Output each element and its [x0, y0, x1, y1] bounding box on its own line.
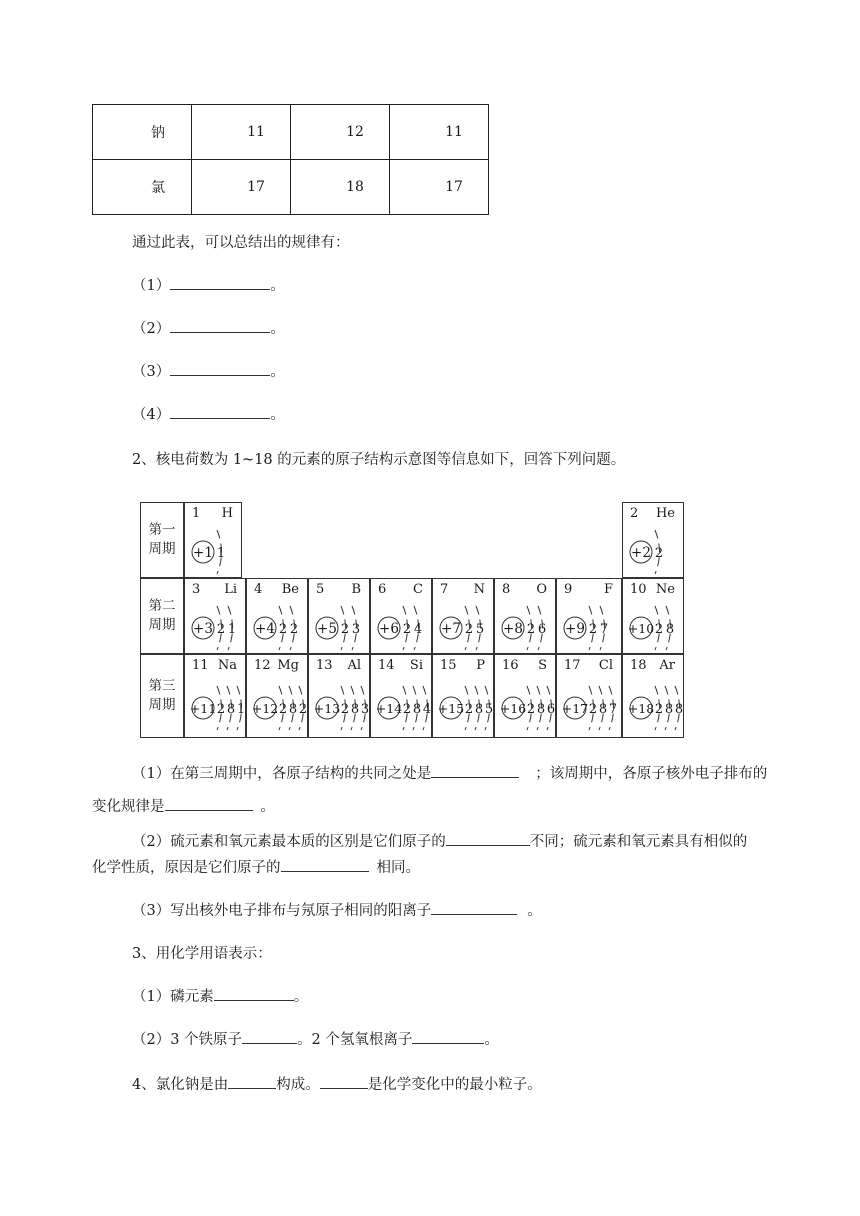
atomic-structure-diagram: [247, 655, 309, 739]
question-text: （1）在第三周期中，各原子结构的共同之处是: [132, 766, 432, 782]
answer-blank[interactable]: [165, 797, 253, 811]
period-mark: 。: [293, 989, 309, 1005]
shell-electron-count: 1: [227, 622, 237, 637]
period-mark: 。: [270, 321, 285, 337]
element-symbol: He: [655, 506, 675, 521]
question-text: 变化规律是: [92, 799, 165, 815]
element-symbol: Mg: [277, 658, 299, 673]
atomic-structure-diagram: [495, 579, 557, 655]
shell-electron-count: 1: [216, 546, 226, 561]
shell-electron-count: 2: [654, 702, 664, 717]
question-text: 不同；硫元素和氧元素具有相似的: [529, 834, 748, 850]
shell-electron-count: 8: [665, 622, 675, 637]
element-cell-b: [308, 578, 370, 654]
atomic-number: 11: [192, 658, 209, 673]
atomic-structure-diagram: [557, 579, 623, 655]
shell-electron-count: 2: [340, 622, 350, 637]
atomic-number: 7: [440, 582, 449, 597]
item-label: （4）: [132, 407, 171, 423]
nuclear-charge: +11: [189, 701, 217, 716]
table-row: [93, 160, 489, 215]
answer-blank[interactable]: [170, 362, 270, 376]
element-cell-ar: [622, 654, 684, 738]
q2-sub3: [132, 901, 542, 921]
shell-electron-count: 4: [413, 622, 423, 637]
shell-electron-count: 2: [588, 702, 598, 717]
shell-electron-count: 8: [350, 702, 360, 717]
atomic-structure-diagram: [495, 655, 557, 739]
shell-electron-count: 1: [236, 702, 246, 717]
atomic-structure-diagram: [371, 579, 433, 655]
question-text: 构成。: [276, 1077, 320, 1093]
nuclear-charge: +14: [375, 701, 403, 716]
element-cell-h: [184, 502, 242, 578]
atomic-number: 5: [316, 582, 325, 597]
answer-blank[interactable]: [412, 1030, 484, 1044]
element-symbol: Be: [281, 582, 299, 597]
atomic-structure-diagram: [185, 503, 243, 579]
question-text: （3）写出核外电子排布与氖原子相同的阳离子: [132, 903, 432, 919]
atomic-number: 9: [564, 582, 573, 597]
shell-electron-count: 8: [412, 702, 422, 717]
answer-blank[interactable]: [431, 764, 519, 778]
element-cell-s: [494, 654, 556, 738]
element-symbol: O: [536, 582, 547, 597]
answer-blank[interactable]: [170, 319, 270, 333]
answer-blank[interactable]: [431, 901, 517, 915]
period-2-header: [140, 578, 184, 654]
element-cell-be: [246, 578, 308, 654]
nuclear-charge: +3: [193, 621, 213, 637]
question-text: （2）3 个铁原子: [132, 1032, 243, 1048]
answer-blank[interactable]: [446, 832, 530, 846]
element-symbol: P: [476, 658, 485, 673]
question-text: （1）磷元素: [132, 989, 214, 1005]
period-mark: 。: [270, 278, 285, 294]
nuclear-charge: +4: [255, 621, 275, 637]
shell-electron-count: 2: [402, 622, 412, 637]
shell-electron-count: 6: [537, 622, 547, 637]
shell-electron-count: 2: [216, 702, 226, 717]
q1-item-4: [132, 405, 285, 425]
atomic-structure-diagram: [433, 579, 495, 655]
atomic-number: 3: [192, 582, 201, 597]
nuclear-charge: +12: [251, 701, 279, 716]
nuclear-charge: +8: [503, 621, 523, 637]
atomic-number: 8: [502, 582, 511, 597]
shell-electron-count: 8: [226, 702, 236, 717]
period-mark: 。: [527, 903, 542, 919]
period-mark: 。: [484, 1032, 499, 1048]
answer-blank[interactable]: [214, 987, 294, 1001]
shell-electron-count: 7: [608, 702, 618, 717]
period-label: 第二周期: [148, 598, 176, 633]
shell-electron-count: 2: [278, 702, 288, 717]
element-symbol: C: [413, 582, 423, 597]
atomic-number: 18: [630, 658, 647, 673]
atomic-structure-diagram: [623, 503, 685, 579]
q2-title: 2、核电荷数为 1~18 的元素的原子结构示意图等信息如下，回答下列问题。: [132, 452, 626, 468]
table-cell: 氯: [93, 160, 192, 215]
element-symbol: Na: [217, 658, 237, 673]
atomic-structure-diagram: [185, 655, 247, 739]
atomic-number: 4: [254, 582, 263, 597]
element-cell-p: [432, 654, 494, 738]
q1-item-1: [132, 276, 285, 296]
atomic-structure-diagram: [623, 579, 685, 655]
shell-electron-count: 4: [422, 702, 432, 717]
shell-electron-count: 2: [526, 622, 536, 637]
element-cell-li: [184, 578, 246, 654]
shell-electron-count: 5: [484, 702, 494, 717]
element-cell-al: [308, 654, 370, 738]
atomic-number: 15: [440, 658, 457, 673]
nuclear-charge: +2: [631, 545, 651, 561]
element-symbol: H: [221, 506, 233, 521]
element-cell-mg: [246, 654, 308, 738]
atomic-number: 16: [502, 658, 519, 673]
answer-blank[interactable]: [228, 1075, 276, 1089]
question-text: ；该周期中，各原子核外电子排布的: [535, 766, 768, 782]
element-cell-he: [622, 502, 684, 578]
atomic-structure-diagram: [433, 655, 495, 739]
element-cell-f: [556, 578, 622, 654]
shell-electron-count: 8: [674, 702, 684, 717]
atomic-number: 13: [316, 658, 333, 673]
periodic-table-figure: [140, 502, 684, 738]
element-symbol: Al: [347, 658, 361, 673]
nuclear-charge: +15: [437, 701, 465, 716]
q3-sub2: [132, 1030, 499, 1050]
element-symbol: Si: [409, 658, 423, 673]
shell-electron-count: 3: [351, 622, 361, 637]
shell-electron-count: 2: [340, 702, 350, 717]
period-1-header: [140, 502, 184, 578]
q4: [132, 1075, 542, 1095]
shell-electron-count: 8: [474, 702, 484, 717]
atomic-structure-diagram: [309, 579, 371, 655]
nuclear-charge: +9: [565, 621, 585, 637]
table-cell: 11: [390, 105, 489, 160]
nuclear-charge: +1: [193, 545, 213, 561]
answer-blank[interactable]: [242, 1030, 297, 1044]
period-label: 第一周期: [148, 522, 176, 557]
element-symbol: Cl: [598, 658, 613, 673]
q1-item-2: [132, 319, 285, 339]
element-cell-c: [370, 578, 432, 654]
nuclear-charge: +7: [441, 621, 461, 637]
nuclear-charge: +13: [313, 701, 341, 716]
atomic-number: 2: [630, 506, 639, 521]
shell-electron-count: 2: [278, 622, 288, 637]
question-text: 4、氯化钠是由: [132, 1077, 229, 1093]
period-mark: 。: [270, 407, 285, 423]
table-cell: 18: [291, 160, 390, 215]
shell-electron-count: 8: [288, 702, 298, 717]
element-symbol: N: [473, 582, 485, 597]
atomic-number: 6: [378, 582, 387, 597]
element-symbol: F: [603, 582, 613, 597]
nuclear-charge: +18: [627, 701, 655, 716]
table-cell: 17: [390, 160, 489, 215]
shell-electron-count: 2: [526, 702, 536, 717]
atomic-structure-diagram: [309, 655, 371, 739]
shell-electron-count: 3: [360, 702, 370, 717]
q1-intro: 通过此表，可以总结出的规律有：: [132, 235, 350, 251]
element-symbol: B: [351, 582, 361, 597]
nuclear-charge: +6: [379, 621, 399, 637]
question-text: 化学性质，原因是它们原子的: [92, 860, 281, 876]
element-cell-n: [432, 578, 494, 654]
shell-electron-count: 2: [298, 702, 308, 717]
atomic-number: 1: [192, 506, 201, 521]
table-cell: 17: [192, 160, 291, 215]
table-cell: 12: [291, 105, 390, 160]
answer-blank[interactable]: [170, 405, 270, 419]
q3-title: 3、用化学用语表示：: [132, 946, 272, 962]
shell-electron-count: 8: [664, 702, 674, 717]
question-text: 。2 个氢氧根离子: [297, 1032, 413, 1048]
element-symbol: Ar: [659, 658, 675, 673]
shell-electron-count: 2: [402, 702, 412, 717]
period-mark: 。: [260, 799, 275, 815]
question-text: 是化学变化中的最小粒子。: [367, 1077, 542, 1093]
shell-electron-count: 2: [464, 622, 474, 637]
period-label: 第三周期: [148, 678, 176, 713]
item-label: （1）: [132, 278, 171, 294]
shell-electron-count: 5: [475, 622, 485, 637]
period-3-header: [140, 654, 184, 738]
shell-electron-count: 2: [654, 622, 664, 637]
answer-blank[interactable]: [170, 276, 270, 290]
atomic-number: 12: [254, 658, 271, 673]
shell-electron-count: 2: [588, 622, 598, 637]
shell-electron-count: 2: [654, 546, 664, 561]
nuclear-charge: +10: [627, 621, 655, 636]
element-symbol: S: [538, 658, 547, 673]
element-symbol: Li: [224, 582, 237, 597]
atomic-structure-diagram: [557, 655, 623, 739]
atomic-structure-diagram: [185, 579, 247, 655]
q3-sub1: [132, 987, 308, 1007]
element-cell-cl: [556, 654, 622, 738]
question-text: 相同。: [376, 860, 420, 876]
element-cell-na: [184, 654, 246, 738]
shell-electron-count: 7: [599, 622, 609, 637]
atom-data-table: [92, 104, 489, 215]
q2-sub2-line1: [132, 832, 747, 852]
shell-electron-count: 8: [536, 702, 546, 717]
q1-item-3: [132, 362, 285, 382]
question-text: （2）硫元素和氧元素最本质的区别是它们原子的: [132, 834, 446, 850]
q2-sub1-line1: [132, 764, 767, 784]
shell-electron-count: 6: [546, 702, 556, 717]
atomic-structure-diagram: [247, 579, 309, 655]
atomic-structure-diagram: [371, 655, 433, 739]
shell-electron-count: 2: [216, 622, 226, 637]
q2-sub2-line2: [92, 858, 420, 878]
q2-sub1-line2: [92, 797, 275, 817]
atomic-number: 17: [564, 658, 581, 673]
nuclear-charge: +5: [317, 621, 337, 637]
shell-electron-count: 8: [598, 702, 608, 717]
element-cell-ne: [622, 578, 684, 654]
item-label: （3）: [132, 364, 171, 380]
shell-electron-count: 2: [464, 702, 474, 717]
element-symbol: Ne: [655, 582, 675, 597]
item-label: （2）: [132, 321, 171, 337]
table-row: [93, 105, 489, 160]
table-cell: 钠: [93, 105, 192, 160]
atomic-number: 14: [378, 658, 395, 673]
period-mark: 。: [270, 364, 285, 380]
nuclear-charge: +17: [561, 701, 589, 716]
answer-blank[interactable]: [281, 858, 369, 872]
element-cell-si: [370, 654, 432, 738]
answer-blank[interactable]: [320, 1075, 368, 1089]
atomic-structure-diagram: [623, 655, 685, 739]
shell-electron-count: 2: [289, 622, 299, 637]
table-cell: 11: [192, 105, 291, 160]
nuclear-charge: +16: [499, 701, 527, 716]
atomic-number: 10: [630, 582, 647, 597]
element-cell-o: [494, 578, 556, 654]
